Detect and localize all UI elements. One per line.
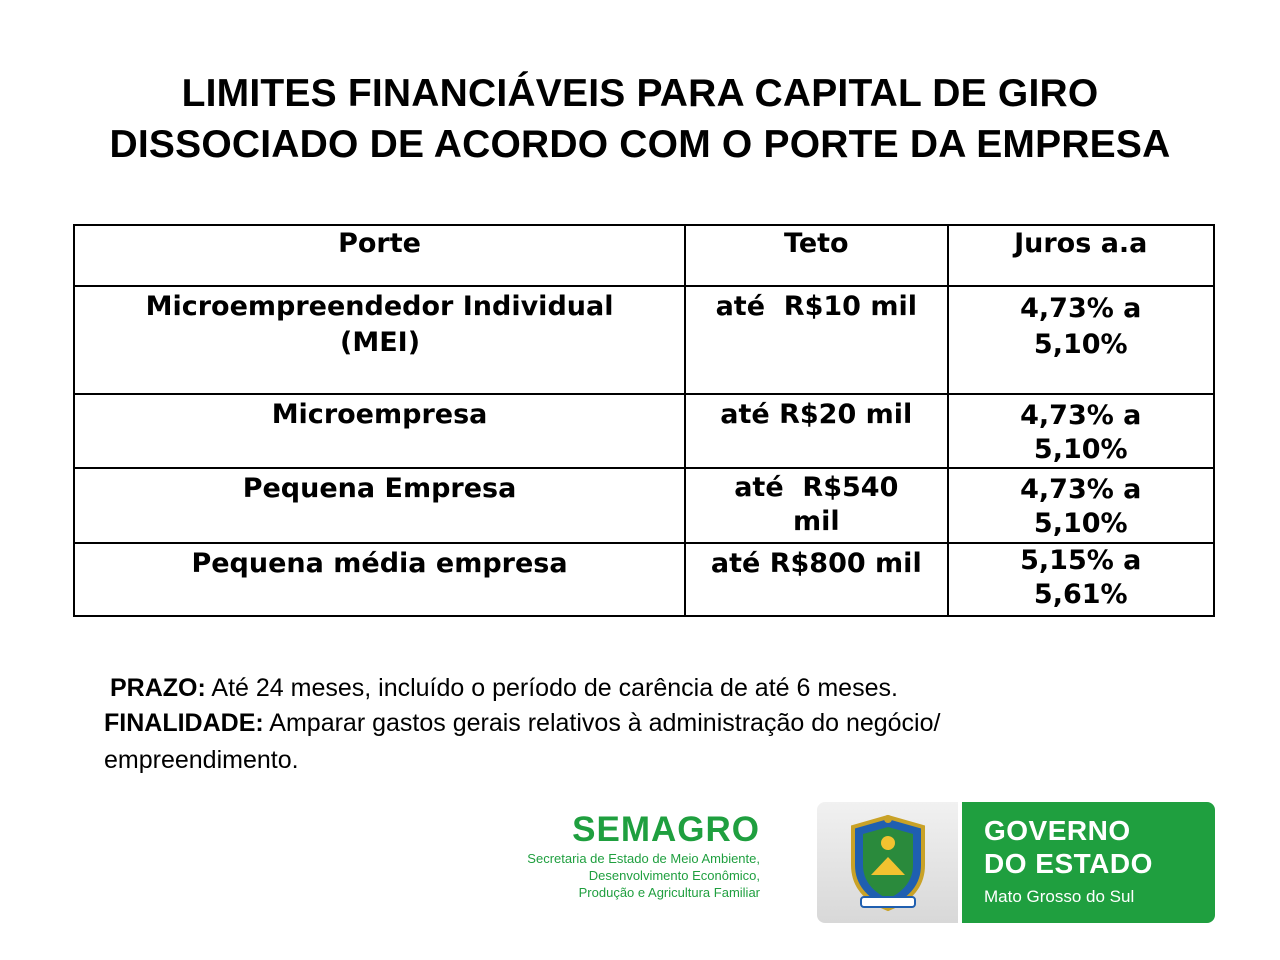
cell-line: Microempreendedor Individual (145, 290, 614, 322)
seal-panel (817, 802, 958, 923)
governo-text-panel (958, 802, 1215, 923)
cell-line: 5,10% (1033, 433, 1128, 465)
finalidade-note (104, 705, 1204, 779)
prazo-label: PRAZO: (110, 674, 206, 702)
semagro-subtitle-3: Produção e Agricultura Familiar (578, 885, 760, 900)
header-juros: Juros a.a (948, 225, 1214, 286)
table-row (74, 468, 1214, 543)
governo-line-2: DO ESTADO (984, 848, 1153, 879)
prazo-note (110, 670, 1210, 707)
cell-line: 5,10% (1033, 328, 1128, 360)
page-title (20, 68, 1260, 170)
cell-teto (685, 468, 947, 543)
prazo-text: Até 24 meses, incluído o período de carência de até 6 meses. (205, 674, 898, 702)
semagro-name: SEMAGRO (572, 810, 760, 849)
table-row (74, 394, 1214, 469)
cell-line: Pequena Empresa (242, 473, 517, 505)
cell-porte (74, 543, 685, 616)
cell-teto (685, 543, 947, 616)
header-teto: Teto (685, 225, 947, 286)
cell-line: 4,73% a (1020, 474, 1142, 506)
cell-line: Pequena média empresa (191, 548, 568, 580)
table-row (74, 286, 1214, 394)
limits-table (73, 224, 1215, 617)
cell-juros (948, 543, 1214, 616)
cell-line: até R$800 mil (710, 548, 922, 580)
cell-teto (685, 286, 947, 394)
finalidade-label: FINALIDADE: (104, 709, 264, 737)
governo-line-3: Mato Grosso do Sul (984, 887, 1135, 906)
cell-line: (MEI) (340, 326, 421, 358)
finalidade-text: Amparar gastos gerais relativos à administração do negócio/ (263, 709, 941, 737)
governo-logo (817, 802, 1215, 923)
table-header-row (74, 225, 1214, 286)
semagro-logo (480, 810, 760, 901)
cell-juros (948, 468, 1214, 543)
cell-juros (948, 394, 1214, 469)
cell-line: 4,73% a (1020, 292, 1142, 324)
semagro-subtitle-2: Desenvolvimento Econômico, (588, 868, 760, 883)
finalidade-text-2: empreendimento. (104, 746, 299, 774)
cell-teto (685, 394, 947, 469)
cell-line: 5,15% a (1020, 545, 1142, 577)
cell-line: até R$540 (734, 472, 899, 504)
cell-porte (74, 468, 685, 543)
cell-porte (74, 286, 685, 394)
page-title-line-1: LIMITES FINANCIÁVEIS PARA CAPITAL DE GIRO (181, 72, 1099, 115)
page-title-line-2: DISSOCIADO DE ACORDO COM O PORTE DA EMPRESA (109, 123, 1171, 166)
cell-juros (948, 286, 1214, 394)
cell-line: até R$20 mil (720, 398, 913, 430)
cell-line: Microempresa (271, 398, 488, 430)
governo-line-1: GOVERNO (984, 815, 1131, 846)
cell-line: até R$10 mil (715, 290, 917, 322)
cell-line: 5,61% (1033, 579, 1128, 611)
cell-line: mil (792, 506, 840, 538)
table-row (74, 543, 1214, 616)
cell-porte (74, 394, 685, 469)
header-porte: Porte (74, 225, 685, 286)
semagro-subtitle-1: Secretaria de Estado de Meio Ambiente, (527, 851, 760, 866)
cell-line: 5,10% (1033, 508, 1128, 540)
cell-line: 4,73% a (1020, 399, 1142, 431)
state-seal-icon (843, 813, 933, 913)
